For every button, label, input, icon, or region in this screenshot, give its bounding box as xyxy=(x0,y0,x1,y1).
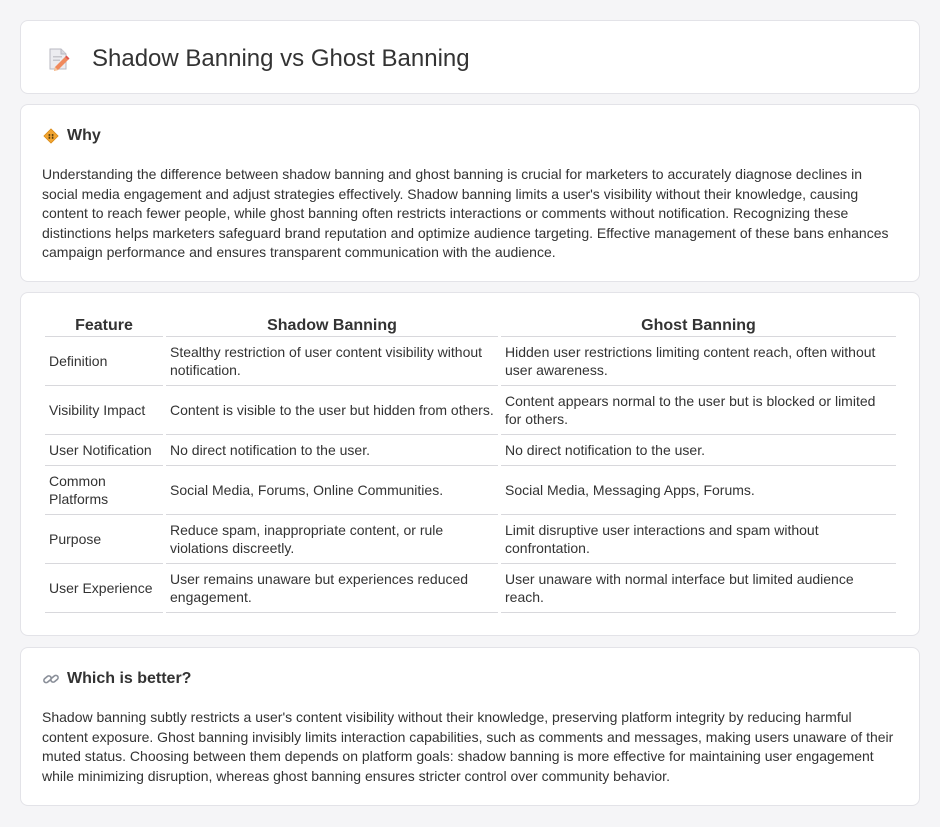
feature-cell: User Experience xyxy=(45,564,163,613)
comparison-table xyxy=(42,315,899,613)
page-title: Shadow Banning vs Ghost Banning xyxy=(92,45,470,72)
ghost-cell: Content appears normal to the user but is blocked or limited for others. xyxy=(501,386,896,435)
diamond-sign-icon xyxy=(42,127,60,145)
why-body: Understanding the difference between shadow banning and ghost banning is crucial for marketers to accurately diagnose declines in social media engagement and adjust strategies effectively. Shadow banning limits a user's visibility without their knowledge, causing content to reach fewer people, while ghost banning often restricts interactions or comments without notification. Recognizing these distinctions helps marketers safeguard brand reputation and optimize audience targeting. Effective management of these bans enhances campaign performance and ensures transparent communication with the audience. xyxy=(42,166,889,260)
feature-cell: Visibility Impact xyxy=(45,386,163,435)
column-header-feature: Feature xyxy=(45,315,163,337)
table-header-row xyxy=(45,315,896,337)
shadow-cell: User remains unaware but experiences reduced engagement. xyxy=(166,564,498,613)
ghost-cell: User unaware with normal interface but limited audience reach. xyxy=(501,564,896,613)
document-pencil-icon xyxy=(46,46,72,72)
table-row xyxy=(45,386,896,435)
table-row xyxy=(45,337,896,386)
feature-cell: Common Platforms xyxy=(45,466,163,515)
ghost-cell: Social Media, Messaging Apps, Forums. xyxy=(501,466,896,515)
ghost-cell: Limit disruptive user interactions and spam without confrontation. xyxy=(501,515,896,564)
column-header-shadow: Shadow Banning xyxy=(166,315,498,337)
ghost-cell: No direct notification to the user. xyxy=(501,435,896,466)
shadow-cell: Social Media, Forums, Online Communities. xyxy=(166,466,498,515)
feature-cell: Purpose xyxy=(45,515,163,564)
shadow-cell: Content is visible to the user but hidden from others. xyxy=(166,386,498,435)
table-row xyxy=(45,435,896,466)
better-heading: Which is better? xyxy=(67,670,192,687)
link-icon xyxy=(42,670,60,688)
better-heading-row xyxy=(42,670,191,688)
table-row xyxy=(45,515,896,564)
title-row xyxy=(46,45,470,73)
which-is-better-card xyxy=(20,647,920,806)
column-header-ghost: Ghost Banning xyxy=(501,315,896,337)
header-card xyxy=(20,20,920,94)
feature-cell: Definition xyxy=(45,337,163,386)
why-heading: Why xyxy=(67,127,101,144)
better-body: Shadow banning subtly restricts a user's content visibility without their knowledge, preserving platform integrity by reducing harmful content exposure. Ghost banning invisibly limits interaction capabilities, such as comments and messages, making users unaware of their muted status. Choosing between them depends on platform goals: shadow banning is more effective for maintaining user engagement while minimizing disruption, whereas ghost banning ensures stricter control over community behavior. xyxy=(42,709,894,784)
shadow-cell: Reduce spam, inappropriate content, or rule violations discreetly. xyxy=(166,515,498,564)
why-card xyxy=(20,104,920,282)
shadow-cell: Stealthy restriction of user content visibility without notification. xyxy=(166,337,498,386)
table-row xyxy=(45,564,896,613)
shadow-cell: No direct notification to the user. xyxy=(166,435,498,466)
ghost-cell: Hidden user restrictions limiting content reach, often without user awareness. xyxy=(501,337,896,386)
feature-cell: User Notification xyxy=(45,435,163,466)
table-row xyxy=(45,466,896,515)
comparison-card xyxy=(20,292,920,636)
why-heading-row xyxy=(42,127,101,145)
